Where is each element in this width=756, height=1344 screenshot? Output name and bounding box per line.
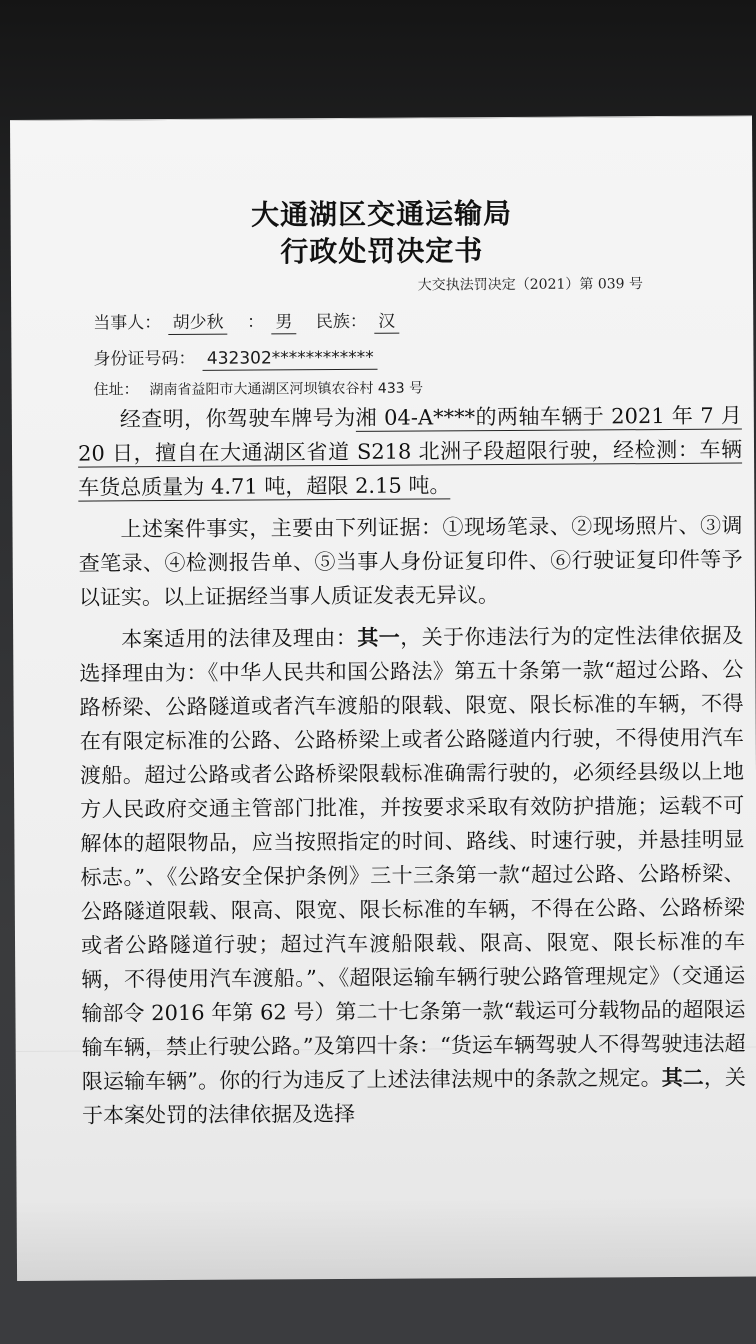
law-second-point: 其二 [661,1064,704,1091]
party-label: 当事人： [93,313,162,334]
document-title: 行政处罚决定书 [280,234,484,269]
id-label: 身份证号码： [93,348,196,370]
law-paragraph [79,619,746,1133]
law-text-a: ，关于你违法行为的定性法律依据及选择理由为：《中华人民共和国公路法》第五十条第一款“超过公路、公路桥梁、公路隧道或者汽车渡船的限载、限宽、限长标准的车辆，不得在有限定标准的公路、公路桥梁上或者公路隧道内行驶，不得使用汽车渡船。超过公路或者公路桥梁限载标准确需行驶的，必须经县级以上地方人民政府交通主管部门批准，并按要求采取有效防护措施；运载不可解体的超限物品，应当按照指定的时间、路线、时速行驶，并悬挂明显标志。”、《公路安全保护条例》三十三条第一款“超过公路、公路桥梁、公路隧道限载、限高、限宽、限长标准的车辆，不得在公路、公路桥梁或者公路隧道行驶；超过汽车渡船限载、限高、限宽、限长标准的车辆，不得使用汽车渡船。”、《超限运输车辆行驶公路管理规定》（交通运输部令 2016 年第 62 号）第二十七条第一款“载运可分载物品的超限运输车辆，禁止行驶公路。”及第四十条：“货运车辆驾驶人不得驾驶违法超限运输车辆”。你的行为违反了上述法律法规中的条款之规定。 [79,623,746,1094]
ethnicity-label: 民族： [315,311,367,333]
party-name: 胡少秋 [169,314,228,335]
document-body [78,399,746,1133]
document-page [10,115,756,1281]
paper-shadow [17,1196,756,1281]
address-text: 湖南省益阳市大通湖区河坝镇农谷村 433 号 [149,380,424,399]
law-first-point: 其一 [357,624,401,650]
id-row [93,343,391,372]
law-lead: 本案适用的法律及理由： [121,625,358,652]
party-ethnicity: 汉 [374,313,399,334]
document-number: 大交执法罚决定（2021）第 039 号 [417,276,644,294]
fact-underlined-text: 湘 04-A****的两轴车辆于 2021 年 7 月 20 日，擅自在大通湖区省道 S218 北洲子段超限行驶，经检测：车辆车货总质量为 4.71 吨，超限 2.15 吨。 [77,403,743,500]
id-number: 432302************ [203,349,378,371]
fact-paragraph [78,399,743,505]
address-label: 住址： [93,380,139,399]
law-text-b: ，关于本案处罚的法律依据及选择 [82,1065,746,1128]
party-row [93,307,413,336]
evidence-paragraph: 上述案件事实，主要由下列证据：①现场笔录、②现场照片、③调查笔录、④检测报告单、⑤当事人身份证复印件、⑥行驶证复印件等予以证实。以上证据经当事人质证发表无异议。 [78,513,743,610]
party-gender: 男 [271,313,296,334]
fact-prefix: 经查明，你驾驶车牌号为 [119,405,356,432]
gender-label: ： [246,312,265,333]
address-row [94,376,424,399]
agency-title: 大通湖区交通运输局 [250,196,513,232]
